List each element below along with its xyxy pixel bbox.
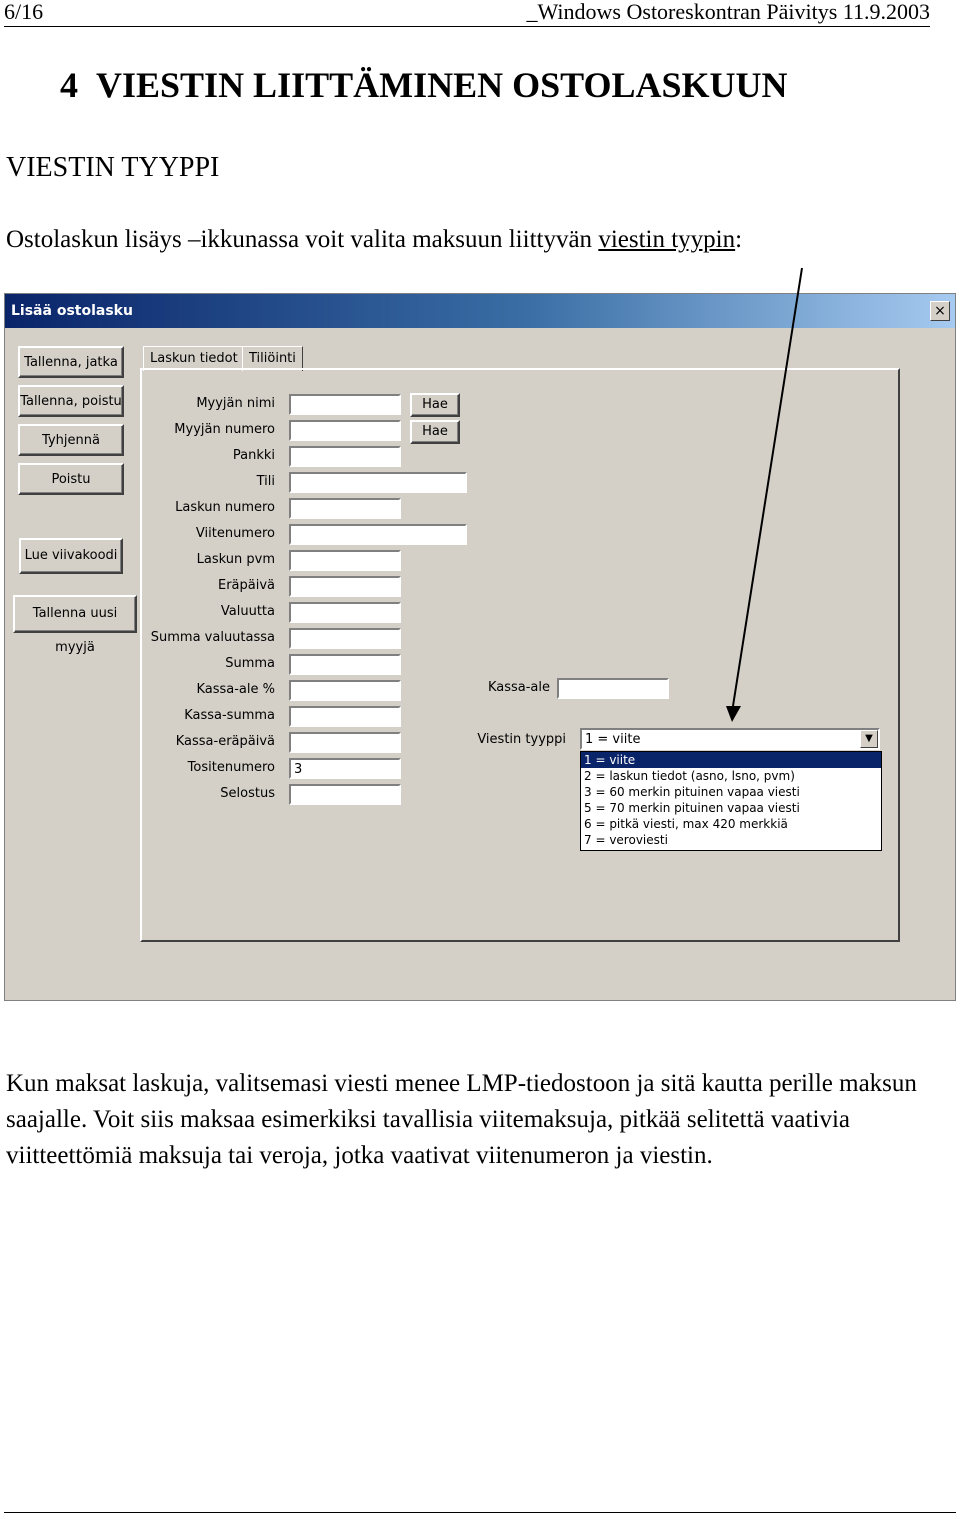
seller-name-label: Myyjän nimi [196, 396, 275, 411]
chevron-down-icon[interactable]: ▼ [860, 730, 878, 748]
message-type-option[interactable]: 1 = viite [581, 752, 881, 768]
fetch-seller-name-button[interactable]: Hae [410, 393, 460, 417]
intro-colon: : [735, 226, 743, 253]
footer-rule [4, 1512, 956, 1513]
cash-discount-percent-label: Kassa-ale % [196, 682, 275, 697]
invoice-number-label: Laskun numero [175, 500, 275, 515]
message-type-option[interactable]: 6 = pitkä viesti, max 420 merkkiä [584, 817, 788, 831]
message-type-option[interactable]: 3 = 60 merkin pituinen vapaa viesti [584, 785, 800, 799]
fetch-seller-number-button[interactable]: Hae [410, 420, 460, 444]
intro-underlined: viestin tyypin [598, 226, 736, 253]
chapter-number: 4 [60, 65, 78, 105]
invoice-date-label: Laskun pvm [196, 552, 275, 567]
close-button[interactable]: × [930, 301, 950, 321]
tab-invoice-details[interactable]: Laskun tiedot [143, 346, 245, 371]
voucher-number-label: Tositenumero [187, 760, 275, 775]
page-number: 6/16 [4, 0, 44, 24]
cash-discount-amount-label: Kassa-summa [184, 708, 275, 723]
exit-button[interactable]: Poistu [18, 463, 124, 495]
save-exit-button[interactable]: Tallenna, poistu [18, 385, 124, 417]
amount-in-currency-label: Summa valuutassa [150, 630, 275, 645]
save-continue-button[interactable]: Tallenna, jatka [18, 346, 124, 378]
reference-number-label: Viitenumero [195, 526, 275, 541]
account-label: Tili [256, 474, 275, 489]
read-barcode-button[interactable]: Lue viivakoodi [19, 538, 123, 574]
annotation-arrow-line [733, 268, 802, 706]
document-title: _Windows Ostoreskontran Päivitys 11.9.2003 [526, 0, 930, 24]
description-label: Selostus [220, 786, 275, 801]
voucher-number-field[interactable]: 3 [289, 758, 401, 779]
message-type-selected: 1 = viite [585, 732, 641, 747]
cash-discount-label: Kassa-ale [487, 680, 550, 695]
chapter-title: VIESTIN LIITTÄMINEN OSTOLASKUUN [96, 65, 788, 105]
message-type-option[interactable]: 5 = 70 merkin pituinen vapaa viesti [584, 801, 800, 815]
section-heading: VIESTIN TYYPPI [6, 152, 220, 183]
due-date-label: Eräpäivä [217, 578, 275, 593]
bank-label: Pankki [232, 448, 275, 463]
amount-label: Summa [225, 656, 275, 671]
cash-discount-due-date-label: Kassa-eräpäivä [175, 734, 275, 749]
currency-label: Valuutta [220, 604, 275, 619]
message-type-option[interactable]: 2 = laskun tiedot (asno, lsno, pvm) [584, 769, 795, 783]
message-type-option[interactable]: 7 = veroviesti [584, 833, 668, 847]
intro-text: Ostolaskun lisäys –ikkunassa voit valita maksuun liittyvän [6, 226, 599, 253]
save-new-seller-button[interactable]: Tallenna uusi myyjä [13, 595, 137, 633]
annotation-arrow-head [726, 706, 741, 722]
message-type-label: Viestin tyyppi [477, 732, 566, 747]
clear-button[interactable]: Tyhjennä [18, 424, 124, 456]
window-title: Lisää ostolasku [11, 303, 133, 319]
tab-accounting[interactable]: Tiliöinti [242, 346, 303, 371]
body-paragraph: Kun maksat laskuja, valitsemasi viesti menee LMP-tiedostoon ja sitä kautta perille maksun saajalle. Voit siis maksaa esimerkiksi tavallisia viitemaksuja, pitkää selitettä vaativia viitteettömiä maksuja tai veroja, jotka vaativat viitenumeron ja viestin. [6, 1070, 917, 1169]
seller-number-label: Myyjän numero [174, 422, 275, 437]
